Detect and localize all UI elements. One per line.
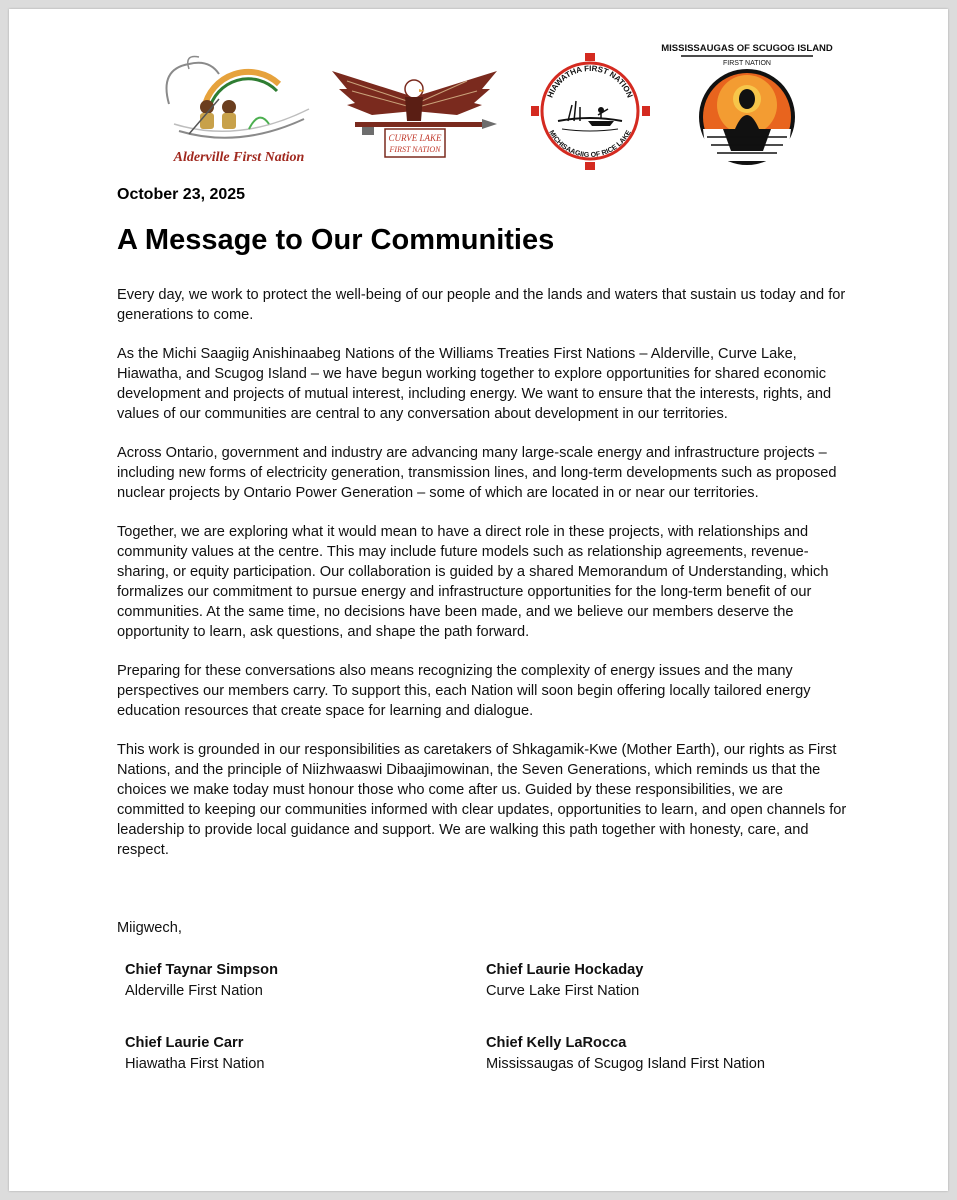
alderville-logo	[149, 49, 324, 164]
closing-salutation: Miigwech,	[117, 920, 182, 936]
scugog-logo-text-2: FIRST NATION	[723, 60, 771, 67]
signatory-name: Chief Taynar Simpson	[125, 962, 278, 978]
paragraph: Across Ontario, government and industry are advancing many large-scale energy and infrastructure projects – including new forms of electricity generation, transmission lines, and long-term developments such as proposed nuclear projects by Ontario Power Generation – some of which are located in or near our territories.	[117, 445, 837, 501]
paragraph: This work is grounded in our responsibilities as caretakers of Shkagamik-Kwe (Mother Earth), our rights as First Nations, and the principle of Niizhwaaswi Dibaajimowinan, the Seven Generations, which reminds us that the choices we make today must honour those who come after us. Guided by these responsibilities, we are committed to keeping our communities informed with clear updates, opportunities to learn, and open channels for leadership to provide local guidance and support. We are walking this path together with honesty, care, and respect.	[117, 742, 847, 858]
signatory-nation: Curve Lake First Nation	[486, 983, 640, 999]
letter-date: October 23, 2025	[117, 186, 246, 203]
paragraph: Together, we are exploring what it would mean to have a direct role in these projects, with relationships and community values at the centre. This may include future models such as relationship agreements, revenue-sharing, or equity participation. Our collaboration is guided by a shared Memorandum of Understanding, which formalizes our commitment to pursue energy and infrastructure opportunities for the long-term benefit of our communities. At the same time, no decisions have been made, and we believe our members deserve the opportunity to learn, ask questions, and shape the path forward.	[117, 524, 829, 640]
hiawatha-logo-text-bottom: MICHISAAGIIG OF RICE LAKE	[547, 129, 633, 160]
curve-lake-logo	[327, 59, 502, 164]
hiawatha-logo	[528, 49, 653, 174]
logo-row	[9, 9, 948, 179]
paragraph: As the Michi Saagiig Anishinaabeg Nations of the Williams Treaties First Nations – Alderville, Curve Lake, Hiawatha, and Scugog Island – we have begun working together to explore opportunities for shared economic development and projects of mutual interest, including energy. We want to ensure that the interests, rights, and values of our communities are central to any conversation about development in our territories.	[117, 346, 832, 422]
letter-page	[9, 9, 948, 1191]
signatory-name: Chief Kelly LaRocca	[486, 1035, 627, 1051]
curve-lake-logo-text-1: CURVE LAKE	[388, 133, 442, 143]
scugog-logo-text-1: MISSISSAUGAS OF SCUGOG ISLAND	[661, 43, 833, 54]
signatory-hiawatha	[125, 1033, 265, 1075]
signatory-curve-lake	[486, 960, 643, 1002]
alderville-logo-text: Alderville First Nation	[173, 150, 305, 165]
signatory-nation: Mississaugas of Scugog Island First Nation	[486, 1056, 766, 1072]
letter-body	[117, 285, 847, 879]
paragraph: Every day, we work to protect the well-being of our people and the lands and waters that sustain us today and for generations to come.	[117, 287, 846, 323]
signatory-name: Chief Laurie Hockaday	[486, 962, 644, 978]
signatory-scugog	[486, 1033, 765, 1075]
signatory-name: Chief Laurie Carr	[125, 1035, 244, 1051]
hiawatha-logo-text-top: HIAWATHA FIRST NATION	[545, 63, 635, 99]
signatory-nation: Hiawatha First Nation	[125, 1056, 265, 1072]
signatory-alderville	[125, 960, 278, 1002]
scugog-logo	[661, 39, 833, 169]
signatory-nation: Alderville First Nation	[125, 983, 263, 999]
letter-title: A Message to Our Communities	[117, 224, 555, 256]
paragraph: Preparing for these conversations also means recognizing the complexity of energy issues and the many perspectives our members carry. To support this, each Nation will soon begin offering locally tailored energy education resources that create space for learning and dialogue.	[117, 663, 811, 719]
curve-lake-logo-text-2: FIRST NATION	[389, 145, 441, 154]
